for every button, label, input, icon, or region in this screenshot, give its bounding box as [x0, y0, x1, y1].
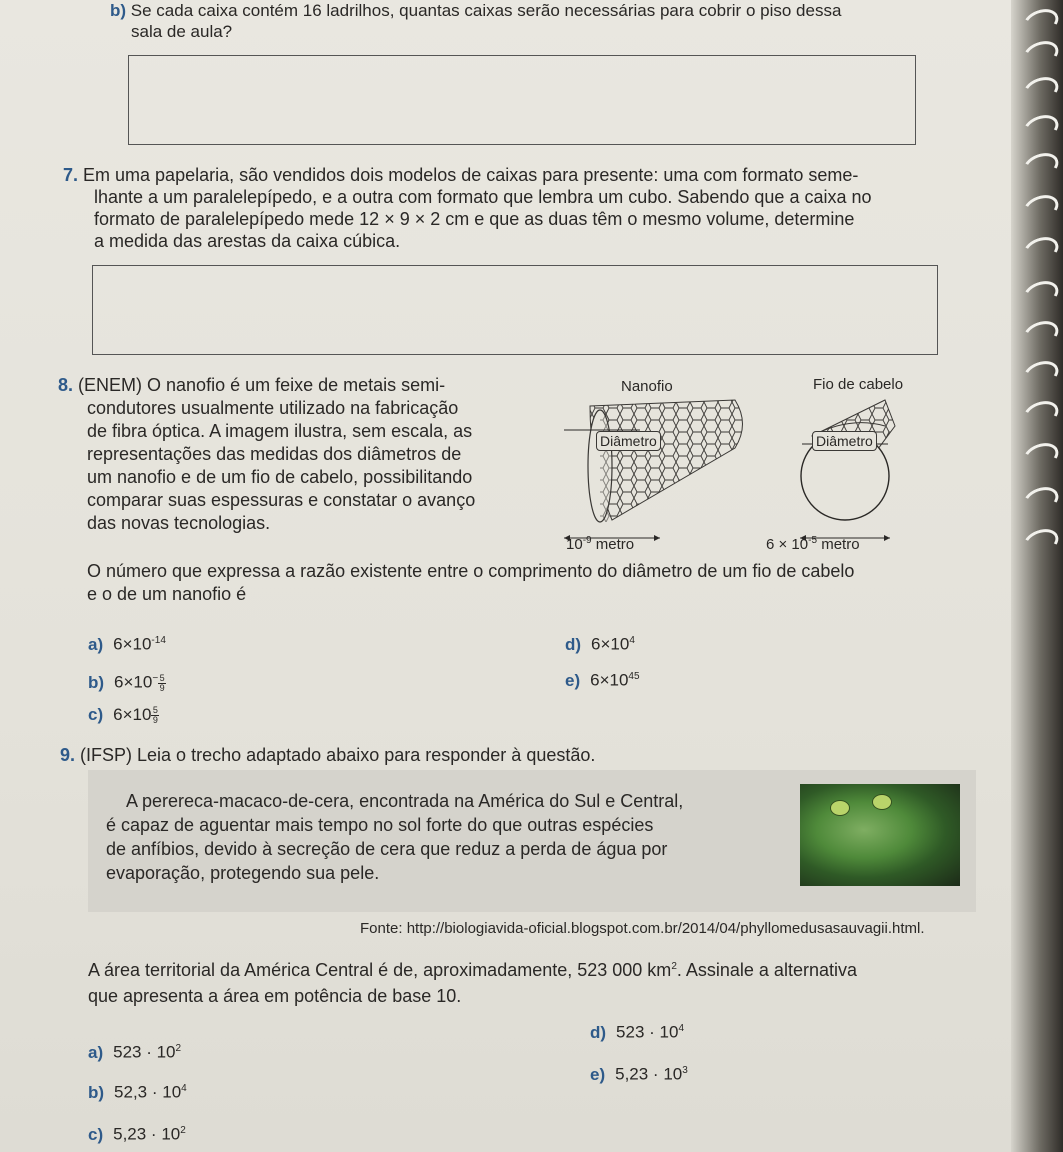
option-base: 52,3 · 10: [114, 1082, 182, 1102]
q7-text-1: Em uma papelaria, são vendidos dois modelos de caixas para presente: uma com formato seme-: [83, 165, 859, 185]
option-letter: b): [88, 672, 105, 692]
spiral-ring: [1020, 483, 1062, 518]
nanowire-measure: [566, 530, 634, 556]
q8-text-3: representações das medidas dos diâmetros de: [87, 444, 462, 464]
quote-line-4: evaporação, protegendo sua pele.: [106, 863, 380, 883]
nanowire-tube: [588, 400, 743, 522]
option-exp: 4: [678, 1023, 684, 1034]
option-letter: e): [590, 1064, 606, 1084]
option-letter: a): [88, 634, 104, 654]
q8-option-e[interactable]: [565, 666, 640, 692]
option-exp: 45: [628, 671, 640, 682]
option-base: 5,23 · 10: [113, 1124, 181, 1144]
option-base: 5,23 · 10: [615, 1064, 683, 1084]
q8-line1: [58, 374, 445, 396]
q7-line4: a medida das arestas da caixa cúbica.: [94, 231, 401, 251]
option-exp: 2: [175, 1043, 182, 1054]
option-base: 523 · 10: [616, 1022, 679, 1042]
nanowire-diameter-label: Diâmetro: [596, 431, 661, 451]
q8-text-1: condutores usualmente utilizado na fabricação: [87, 398, 459, 418]
hair-strand: [801, 400, 895, 520]
q7-line3: formato de paralelepípedo mede 12 × 9 × 2 cm e que as duas têm o mesmo volume, determine: [94, 209, 855, 229]
q9-question-1-pre: A área territorial da América Central é de, aproximadamente, 523 000 km: [88, 960, 672, 980]
frac-den: 9: [152, 715, 158, 726]
option-base: 6×10: [113, 705, 152, 724]
q9-option-d[interactable]: [590, 1018, 684, 1044]
option-exp: 4: [629, 635, 635, 646]
q8-text-5: comparar suas espessuras e constatar o avanço: [87, 490, 476, 510]
quote-source: Fonte: http://biologiavida-oficial.blogspot.com.br/2014/04/phyllomedusasauvagii.html.: [360, 920, 925, 937]
option-exp: 2: [180, 1125, 186, 1136]
q9-question-1: [88, 956, 857, 981]
hair-measure-exp: -5: [808, 535, 818, 546]
cabelo-title: Fio de cabelo: [813, 376, 904, 393]
q9-intro-text: (IFSP) Leia o trecho adaptado abaixo para responder à questão.: [80, 745, 596, 765]
q8-option-d[interactable]: [565, 630, 635, 656]
q6b-line2: sala de aula?: [131, 22, 233, 41]
q8-question-2: e o de um nanofio é: [87, 584, 247, 604]
spiral-ring: [1020, 317, 1062, 352]
option-frac-sign: −: [152, 673, 159, 684]
q8-option-a[interactable]: [88, 630, 166, 656]
quote-line-2: é capaz de aguentar mais tempo no sol forte do que outras espécies: [106, 815, 654, 835]
spiral-ring: [1020, 5, 1062, 40]
answer-box-q6b[interactable]: [128, 55, 916, 145]
spiral-ring: [1020, 73, 1062, 108]
nano-measure-unit: metro: [591, 536, 635, 553]
option-base: 523 · 10: [113, 1042, 176, 1062]
option-base: 6×10: [590, 670, 629, 690]
spiral-ring: [1020, 277, 1062, 312]
q8-text-2: de fibra óptica. A imagem ilustra, sem escala, as: [87, 421, 473, 441]
spiral-ring: [1020, 357, 1062, 392]
q7-line2: lhante a um paralelepípedo, e a outra com formato que lembra um cubo. Sabendo que a caixa no: [94, 187, 872, 207]
option-exp: -14: [151, 635, 166, 646]
hair-measure-unit: metro: [817, 536, 860, 553]
q9-question-1-post: . Assinale a alternativa: [676, 960, 857, 980]
q9-option-b[interactable]: [88, 1078, 187, 1104]
hair-measure: [766, 530, 860, 556]
q8-text-0: (ENEM) O nanofio é um feixe de metais semi-: [78, 375, 446, 395]
option-exp: 4: [181, 1083, 187, 1094]
option-exp: 3: [682, 1065, 688, 1076]
q9-number: 9.: [60, 745, 76, 765]
option-fraction: [151, 706, 159, 725]
q9-intro: [60, 744, 595, 766]
frog-eye: [872, 794, 892, 810]
q8-question-1: O número que expressa a razão existente entre o comprimento do diâmetro de um fio de cabelo: [87, 561, 855, 581]
hair-measure-base: 6 × 10: [766, 536, 809, 553]
option-letter: d): [565, 634, 582, 654]
option-base: 6×10: [591, 634, 630, 654]
q8-option-c[interactable]: [88, 704, 159, 726]
option-base: 6×10: [113, 634, 152, 654]
q8-number: 8.: [58, 375, 74, 395]
frac-den: 9: [159, 683, 165, 693]
spiral-ring: [1020, 111, 1062, 146]
q8-text-4: um nanofio e de um fio de cabelo, possibilitando: [87, 467, 473, 487]
nano-measure-exp: -9: [582, 535, 592, 546]
nano-measure-base: 10: [566, 536, 583, 553]
spiral-ring: [1020, 191, 1062, 226]
q7-number: 7.: [63, 165, 79, 185]
option-letter: a): [88, 1042, 104, 1062]
option-base: 6×10: [114, 672, 153, 692]
hair-diameter-label: Diâmetro: [812, 431, 877, 451]
spiral-binding: [1011, 0, 1063, 1152]
q8-option-b[interactable]: [88, 668, 166, 694]
spiral-ring: [1020, 233, 1062, 268]
q8-text-6: das novas tecnologias.: [87, 513, 271, 533]
spiral-ring: [1020, 525, 1062, 560]
option-letter: c): [88, 705, 104, 724]
spiral-ring: [1020, 397, 1062, 432]
q6b-text-1: Se cada caixa contém 16 ladrilhos, quantas caixas serão necessárias para cobrir o piso dessa: [130, 1, 842, 20]
q6b-line1: [110, 0, 841, 22]
option-letter: c): [88, 1124, 104, 1144]
q9-question-1-sup: 2: [671, 961, 677, 972]
quote-line-1: A perereca-macaco-de-cera, encontrada na América do Sul e Central,: [126, 791, 684, 811]
spiral-ring: [1020, 37, 1062, 72]
frog-eye: [830, 800, 850, 816]
frac-num: 5: [159, 673, 165, 683]
q7-line1: [63, 164, 858, 186]
option-letter: d): [590, 1022, 607, 1042]
frog-photo: [800, 784, 960, 886]
frac-num: 5: [152, 705, 158, 716]
q9-option-a[interactable]: [88, 1038, 181, 1064]
spiral-ring: [1020, 439, 1062, 474]
q9-option-e[interactable]: [590, 1060, 688, 1086]
option-letter: e): [565, 670, 581, 690]
q9-option-c[interactable]: [88, 1120, 186, 1146]
spiral-ring: [1020, 149, 1062, 184]
q6b-letter: b): [110, 1, 127, 20]
option-letter: b): [88, 1082, 105, 1102]
answer-box-q7[interactable]: [92, 265, 938, 355]
q9-question-2: que apresenta a área em potência de base 10.: [88, 986, 462, 1006]
option-fraction: [158, 674, 166, 693]
quote-line-3: de anfíbios, devido à secreção de cera que reduz a perda de água por: [106, 839, 668, 859]
nanofio-title: Nanofio: [621, 378, 673, 395]
